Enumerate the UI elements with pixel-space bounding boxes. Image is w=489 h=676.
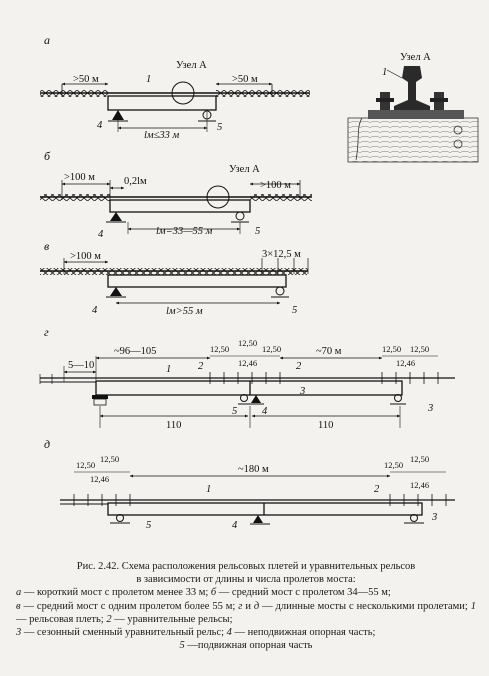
dim-70: ~70 м: [316, 346, 342, 357]
dim-right: 3×12,5 м: [262, 249, 301, 260]
dim-1246: 12,46: [238, 358, 258, 368]
dim-1250: 12,50: [262, 344, 282, 354]
panel-a-letter: а: [44, 33, 50, 47]
span-110: 110: [318, 420, 334, 431]
eq-label-2: 2: [296, 361, 302, 372]
dim-1250: 12,50: [384, 460, 404, 470]
fixed-support-icon: [110, 212, 122, 221]
eq-label-2: 2: [374, 484, 380, 495]
dim-1246: 12,46: [396, 358, 416, 368]
fixed-label-4: 4: [232, 520, 238, 531]
span-b: lм=33—55 м: [156, 226, 213, 237]
bridge-girder: [108, 96, 216, 110]
rail-label-1: 1: [166, 364, 172, 375]
dim-510: 5—10: [68, 360, 95, 371]
bridge-girder: [108, 275, 286, 287]
mobile-support-icon: [276, 287, 284, 295]
caption-line-vgd: в — средний мост с одним пролетом более 55 м; г и д — длинные мосты с несколькими пролетами; 1 — рельсовая плеть; 2 — уравнительные рельсы;: [16, 600, 476, 625]
node-a-label: Узел A: [229, 164, 260, 175]
eq-label-2: 2: [198, 361, 204, 372]
mobile-label-5: 5: [146, 520, 152, 531]
panel-g: [40, 325, 455, 431]
support-4: 4: [92, 305, 98, 316]
panel-g-letter: г: [44, 325, 49, 339]
fixed-support-icon: [110, 287, 122, 296]
dim-180: ~180 м: [238, 464, 269, 475]
dim-1250: 12,50: [210, 344, 230, 354]
seasonal-label-3: 3: [432, 512, 438, 523]
support-4: 4: [97, 120, 103, 131]
mobile-support-icon: [236, 212, 244, 220]
seasonal-label-3: 3: [428, 403, 434, 414]
support-5: 5: [292, 305, 298, 316]
panel-b: [40, 149, 312, 240]
caption-line-5: 5 —подвижная опорная часть: [179, 640, 313, 652]
dim-right: >50 м: [232, 74, 258, 85]
bridge-girder: [110, 200, 250, 212]
caption-title: Рис. 2.42. Схема расположения рельсовых плетей и уравнительных рельсов: [76, 561, 416, 572]
panel-d-letter: д: [44, 437, 51, 451]
dim-1250: 12,50: [410, 344, 430, 354]
support-4: 4: [98, 229, 104, 240]
mobile-label-5: 5: [232, 406, 238, 417]
dim-left: >100 м: [64, 172, 95, 183]
seasonal-label-3: 3: [300, 386, 306, 397]
rail-profile-icon: [394, 66, 430, 110]
dim-offset: 0,2lм: [124, 176, 147, 187]
caption-line-34: 3 — сезонный сменный уравнительный рельс; 4 — неподвижная опорная часть;: [16, 627, 376, 639]
support-5: 5: [217, 122, 223, 133]
dim-1246: 12,46: [90, 474, 110, 484]
panel-b-letter: б: [44, 149, 51, 163]
panel-a: [40, 33, 310, 141]
detail-label: Узел A: [400, 52, 431, 63]
caption-title-2: в зависимости от длины и числа пролетов моста:: [136, 574, 356, 586]
dim-left: >50 м: [73, 74, 99, 85]
fixed-support-icon: [251, 395, 261, 403]
base-plate-icon: [368, 110, 464, 119]
dim-1250: 12,50: [382, 344, 402, 354]
bridge-girder: [108, 503, 422, 515]
panel-d: [44, 437, 455, 531]
dim-1250: 12,50: [76, 460, 96, 470]
support-5: 5: [255, 226, 261, 237]
bridge-girder: [96, 381, 402, 395]
dim-left: >100 м: [70, 251, 101, 262]
node-a-detail: [348, 52, 478, 162]
panel-v-letter: в: [44, 239, 50, 253]
dim-96: ~96—105: [114, 346, 157, 357]
dim-1250: 12,50: [410, 454, 430, 464]
mobile-support-icon: [92, 395, 108, 399]
detail-number: 1: [382, 67, 388, 78]
node-a-label: Узел A: [176, 60, 207, 71]
dim-1250: 12,50: [100, 454, 120, 464]
caption-line-ab: а — короткий мост с пролетом менее 33 м; б — средний мост с пролетом 34—55 м;: [16, 587, 391, 599]
panel-v: [40, 239, 308, 317]
span-v: lм>55 м: [166, 306, 203, 317]
figure-caption: [16, 560, 476, 652]
rail-label-1: 1: [146, 74, 152, 85]
fixed-support-icon: [253, 515, 263, 523]
rail-label-1: 1: [206, 484, 212, 495]
dim-1250: 12,50: [238, 338, 258, 348]
dim-1246: 12,46: [410, 480, 430, 490]
span-110: 110: [166, 420, 182, 431]
dim-right: >100 м: [260, 180, 291, 191]
span-a: lм≤33 м: [144, 130, 180, 141]
fixed-label-4: 4: [262, 406, 268, 417]
